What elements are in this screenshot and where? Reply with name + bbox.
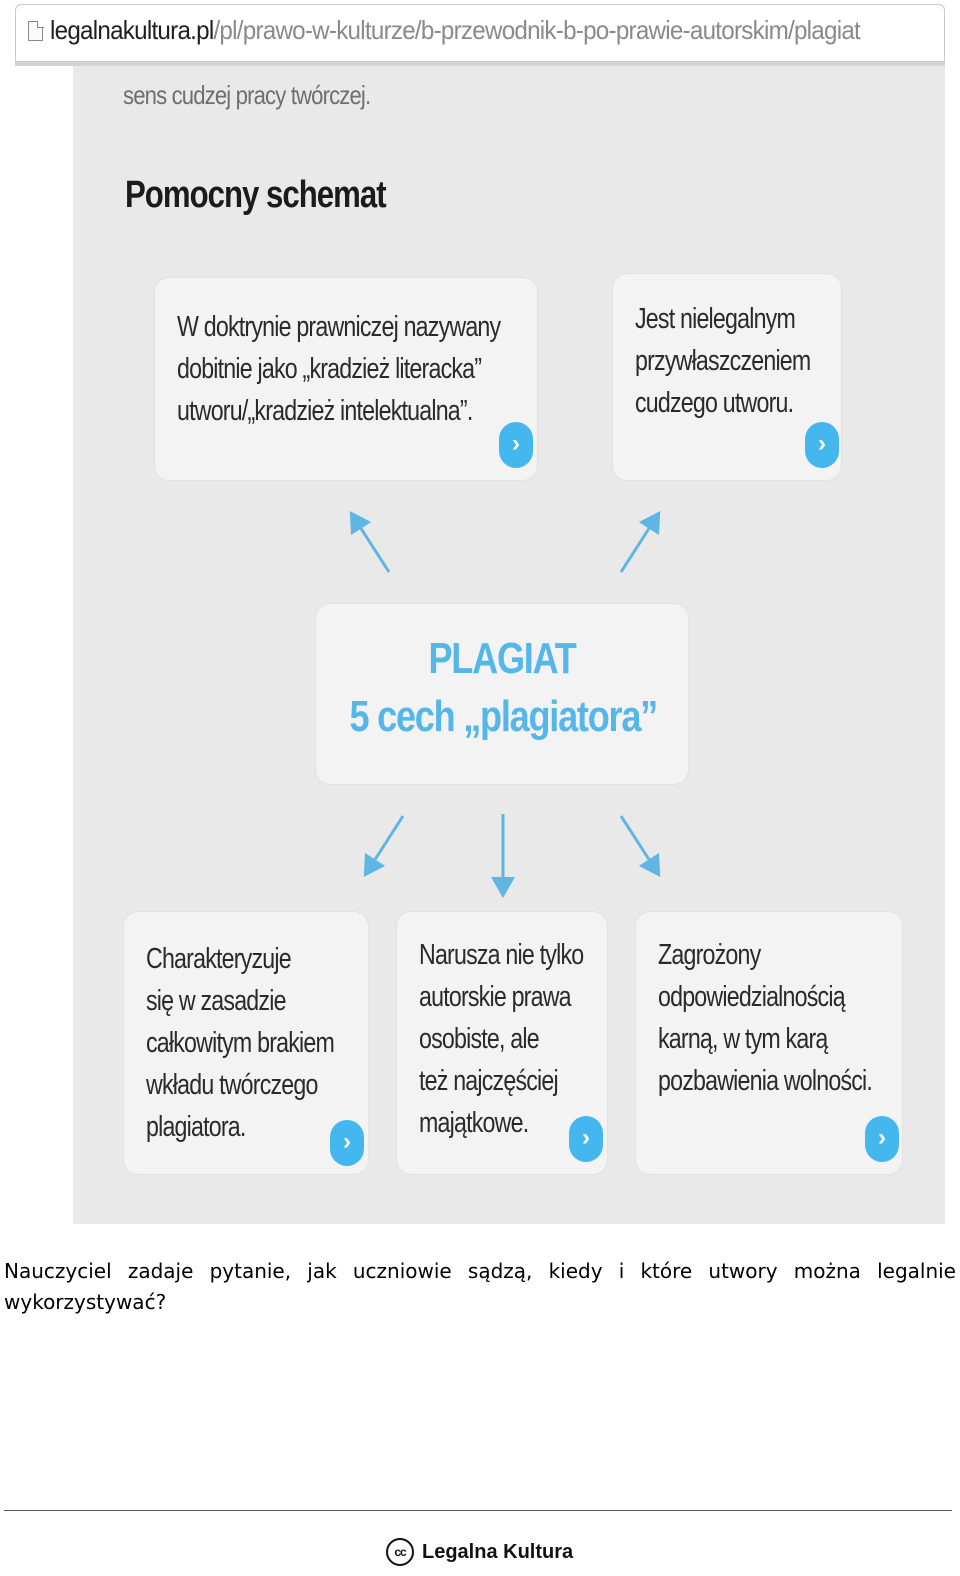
card-line: autorskie prawa (419, 981, 571, 1013)
card-line: odpowiedzialnością (658, 981, 845, 1013)
address-bar[interactable] (15, 4, 945, 62)
card-line: Jest nielegalnym (635, 303, 795, 335)
card-line: majątkowe. (419, 1107, 529, 1139)
center-title: PLAGIAT (428, 634, 576, 683)
card-line: W doktrynie prawniczej nazywany (177, 311, 501, 343)
card-line: utworu/„kradzież intelektualna”. (177, 395, 473, 427)
card-line: cudzego utworu. (635, 387, 794, 419)
section-heading: Pomocny schemat (125, 174, 386, 216)
card-line: Zagrożony (658, 939, 761, 971)
url-path: /pl/prawo-w-kulturze/b-przewodnik-b-po-prawie-autorskim/plagiat (213, 15, 861, 45)
creative-commons-icon: cc (386, 1538, 414, 1566)
center-subtitle: 5 cech „plagiatora” (349, 692, 657, 741)
card-line: karną, w tym karą (658, 1023, 828, 1055)
card-line: całkowitym brakiem (146, 1027, 334, 1059)
arrow-up-left (353, 516, 389, 572)
card-line: osobiste, ale (419, 1023, 539, 1055)
card-line: plagiatora. (146, 1111, 246, 1143)
card-line: też najczęściej (419, 1065, 558, 1097)
arrow-down-right (621, 816, 657, 872)
connector-arrows (73, 66, 945, 1224)
card-line: Narusza nie tylko (419, 939, 584, 971)
page-content (73, 66, 945, 1224)
card-line: wkładu twórczego (146, 1069, 318, 1101)
card-arrow-button[interactable]: › (865, 1116, 899, 1162)
card-arrow-button[interactable]: › (330, 1120, 364, 1166)
arrow-down-left (367, 816, 403, 872)
card-line: przywłaszczeniem (635, 345, 811, 377)
footer-divider (4, 1510, 952, 1511)
arrow-up-right (621, 516, 657, 572)
card-line: Charakteryzuje (146, 943, 291, 975)
webpage-screenshot (15, 0, 945, 1224)
card-line: się w zasadzie (146, 985, 286, 1017)
card-arrow-button[interactable]: › (499, 422, 533, 468)
page-icon (28, 21, 43, 41)
footer (386, 1536, 573, 1568)
lead-text: sens cudzej pracy twórczej. (123, 80, 371, 110)
card-arrow-button[interactable]: › (569, 1116, 603, 1162)
card-arrow-button[interactable]: › (805, 422, 839, 468)
card-line: pozbawienia wolności. (658, 1065, 873, 1097)
card-line: dobitnie jako „kradzież literacka” (177, 353, 482, 385)
url-text[interactable] (50, 15, 860, 46)
teacher-question: Nauczyciel zadaje pytanie, jak uczniowie sądzą, kiedy i które utwory można legalnie wykorzystywać? (4, 1259, 956, 1314)
url-domain: legalnakultura.pl (50, 15, 214, 45)
footer-brand: Legalna Kultura (422, 1540, 574, 1563)
